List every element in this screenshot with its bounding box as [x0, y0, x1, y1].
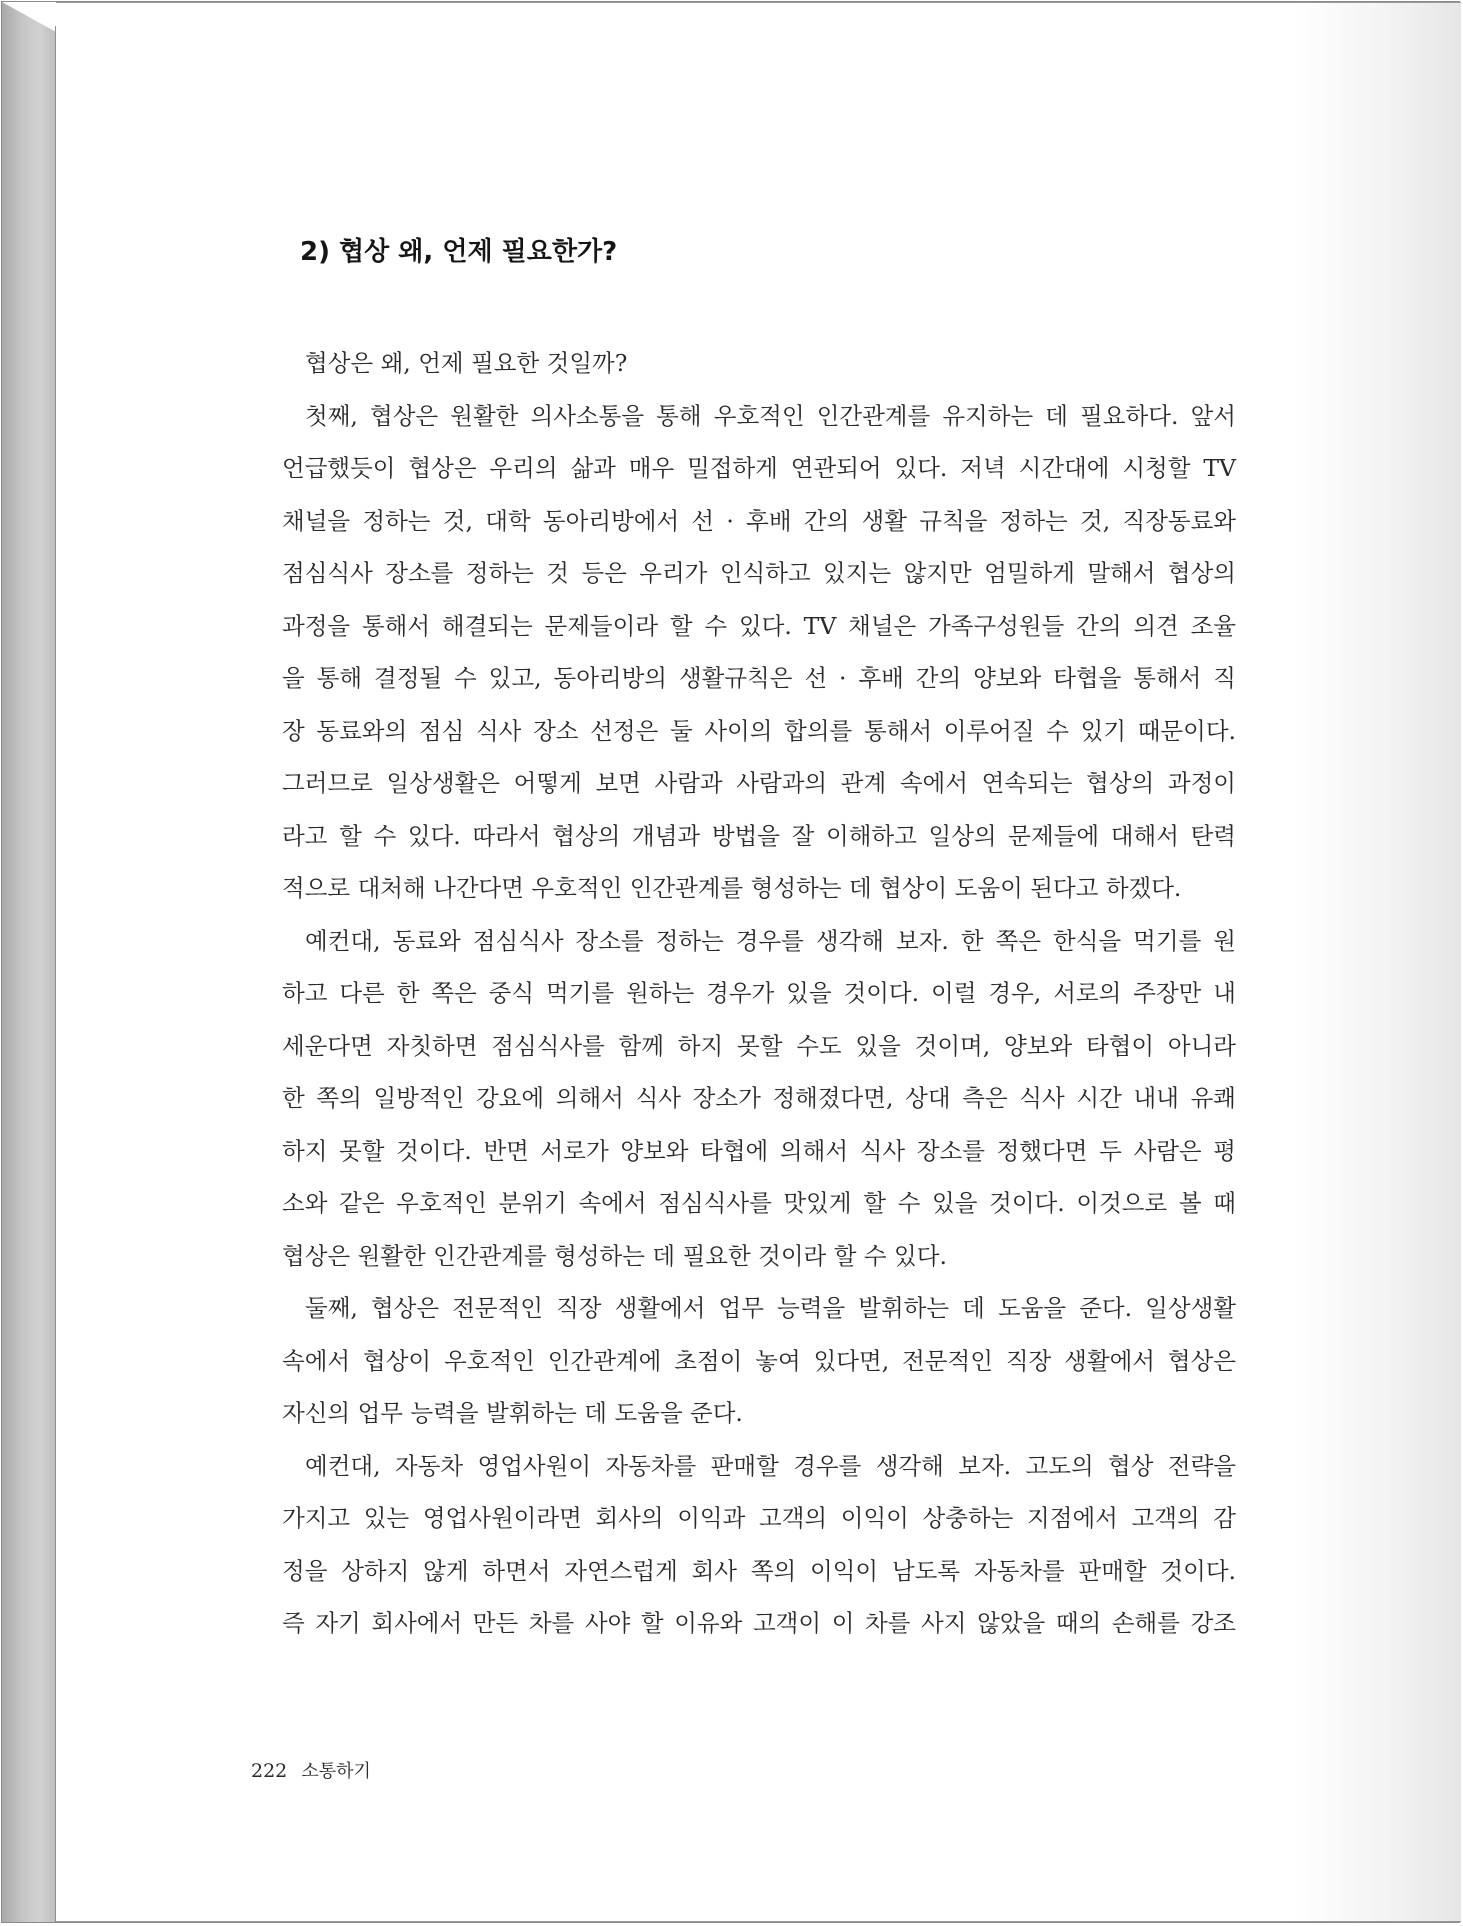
text-line: 세운다면 자칫하면 점심식사를 함께 하지 못할 수도 있을 것이며, 양보와 타협이 아니라 — [282, 1031, 1236, 1060]
text-line: 자신의 업무 능력을 발휘하는 데 도움을 준다. — [282, 1399, 743, 1427]
text-line: 점심식사 장소를 정하는 것 등은 우리가 인식하고 있지는 않지만 엄밀하게 말해서 협상의 — [282, 559, 1236, 587]
text-line: 소와 같은 우호적인 분위기 속에서 점심식사를 맛있게 할 수 있을 것이다. 이것으로 볼 때 — [282, 1189, 1236, 1217]
text-line: 하지 못할 것이다. 반면 서로가 양보와 타협에 의해서 식사 장소를 정했다면 두 사람은 평 — [282, 1136, 1236, 1165]
text-line: 즉 자기 회사에서 만든 차를 사야 할 이유와 고객이 이 차를 사지 않았을 때의 손해를 강조 — [282, 1609, 1236, 1637]
text-line: 협상은 왜, 언제 필요한 것일까? — [305, 349, 628, 377]
text-line: 둘째, 협상은 전문적인 직장 생활에서 업무 능력을 발휘하는 데 도움을 준다. 일상생활 — [305, 1294, 1236, 1322]
text-line: 협상은 원활한 인간관계를 형성하는 데 필요한 것이라 할 수 있다. — [282, 1241, 947, 1270]
text-line: 정을 상하지 않게 하면서 자연스럽게 회사 쪽의 이익이 남도록 자동차를 판매할 것이다. — [282, 1556, 1236, 1585]
page-number: 222 — [251, 1760, 288, 1782]
book-spine — [2, 2, 56, 1922]
chapter-name: 소통하기 — [301, 1761, 371, 1782]
text-line: 속에서 협상이 우호적인 인간관계에 초점이 놓여 있다면, 전문적인 직장 생활에서 협상은 — [282, 1346, 1236, 1375]
text-line: 라고 할 수 있다. 따라서 협상의 개념과 방법을 잘 이해하고 일상의 문제들에 대해서 탄력 — [282, 821, 1236, 850]
text-line: 예컨대, 자동차 영업사원이 자동차를 판매할 경우를 생각해 보자. 고도의 협상 전략을 — [305, 1451, 1236, 1480]
text-line: 과정을 통해서 해결되는 문제들이라 할 수 있다. TV 채널은 가족구성원들 간의 의견 조율 — [282, 611, 1236, 640]
text-line: 그러므로 일상생활은 어떻게 보면 사람과 사람과의 관계 속에서 연속되는 협상의 과정이 — [282, 769, 1236, 797]
text-line: 가지고 있는 영업사원이라면 회사의 이익과 고객의 이익이 상충하는 지점에서 고객의 감 — [282, 1504, 1236, 1532]
text-line: 예컨대, 동료와 점심식사 장소를 정하는 경우를 생각해 보자. 한 쪽은 한식을 먹기를 원 — [305, 926, 1236, 955]
text-line: 언급했듯이 협상은 우리의 삶과 매우 밀접하게 연관되어 있다. 저녁 시간대에 시청할 TV — [282, 454, 1236, 482]
text-line: 하고 다른 한 쪽은 중식 먹기를 원하는 경우가 있을 것이다. 이럴 경우, 서로의 주장만 내 — [282, 979, 1236, 1007]
text-line: 을 통해 결정될 수 있고, 동아리방의 생활규칙은 선 · 후배 간의 양보와 타협을 통해서 직 — [282, 664, 1236, 692]
text-line: 첫째, 협상은 원활한 의사소통을 통해 우호적인 인간관계를 유지하는 데 필요하다. 앞서 — [305, 401, 1236, 430]
text-line: 한 쪽의 일방적인 강요에 의해서 식사 장소가 정해졌다면, 상대 측은 식사 시간 내내 유쾌 — [282, 1084, 1236, 1112]
body-text — [282, 337, 1236, 1650]
section-heading: 2) 협상 왜, 언제 필요한가? — [300, 237, 618, 267]
page-footer — [251, 1757, 371, 1783]
text-line: 채널을 정하는 것, 대학 동아리방에서 선 · 후배 간의 생활 규칙을 정하는 것, 직장동료와 — [282, 506, 1236, 535]
text-line: 장 동료와의 점심 식사 장소 선정은 둘 사이의 합의를 통해서 이루어질 수 있기 때문이다. — [282, 716, 1236, 745]
text-line: 적으로 대처해 나간다면 우호적인 인간관계를 형성하는 데 협상이 도움이 된다고 하겠다. — [282, 874, 1182, 902]
